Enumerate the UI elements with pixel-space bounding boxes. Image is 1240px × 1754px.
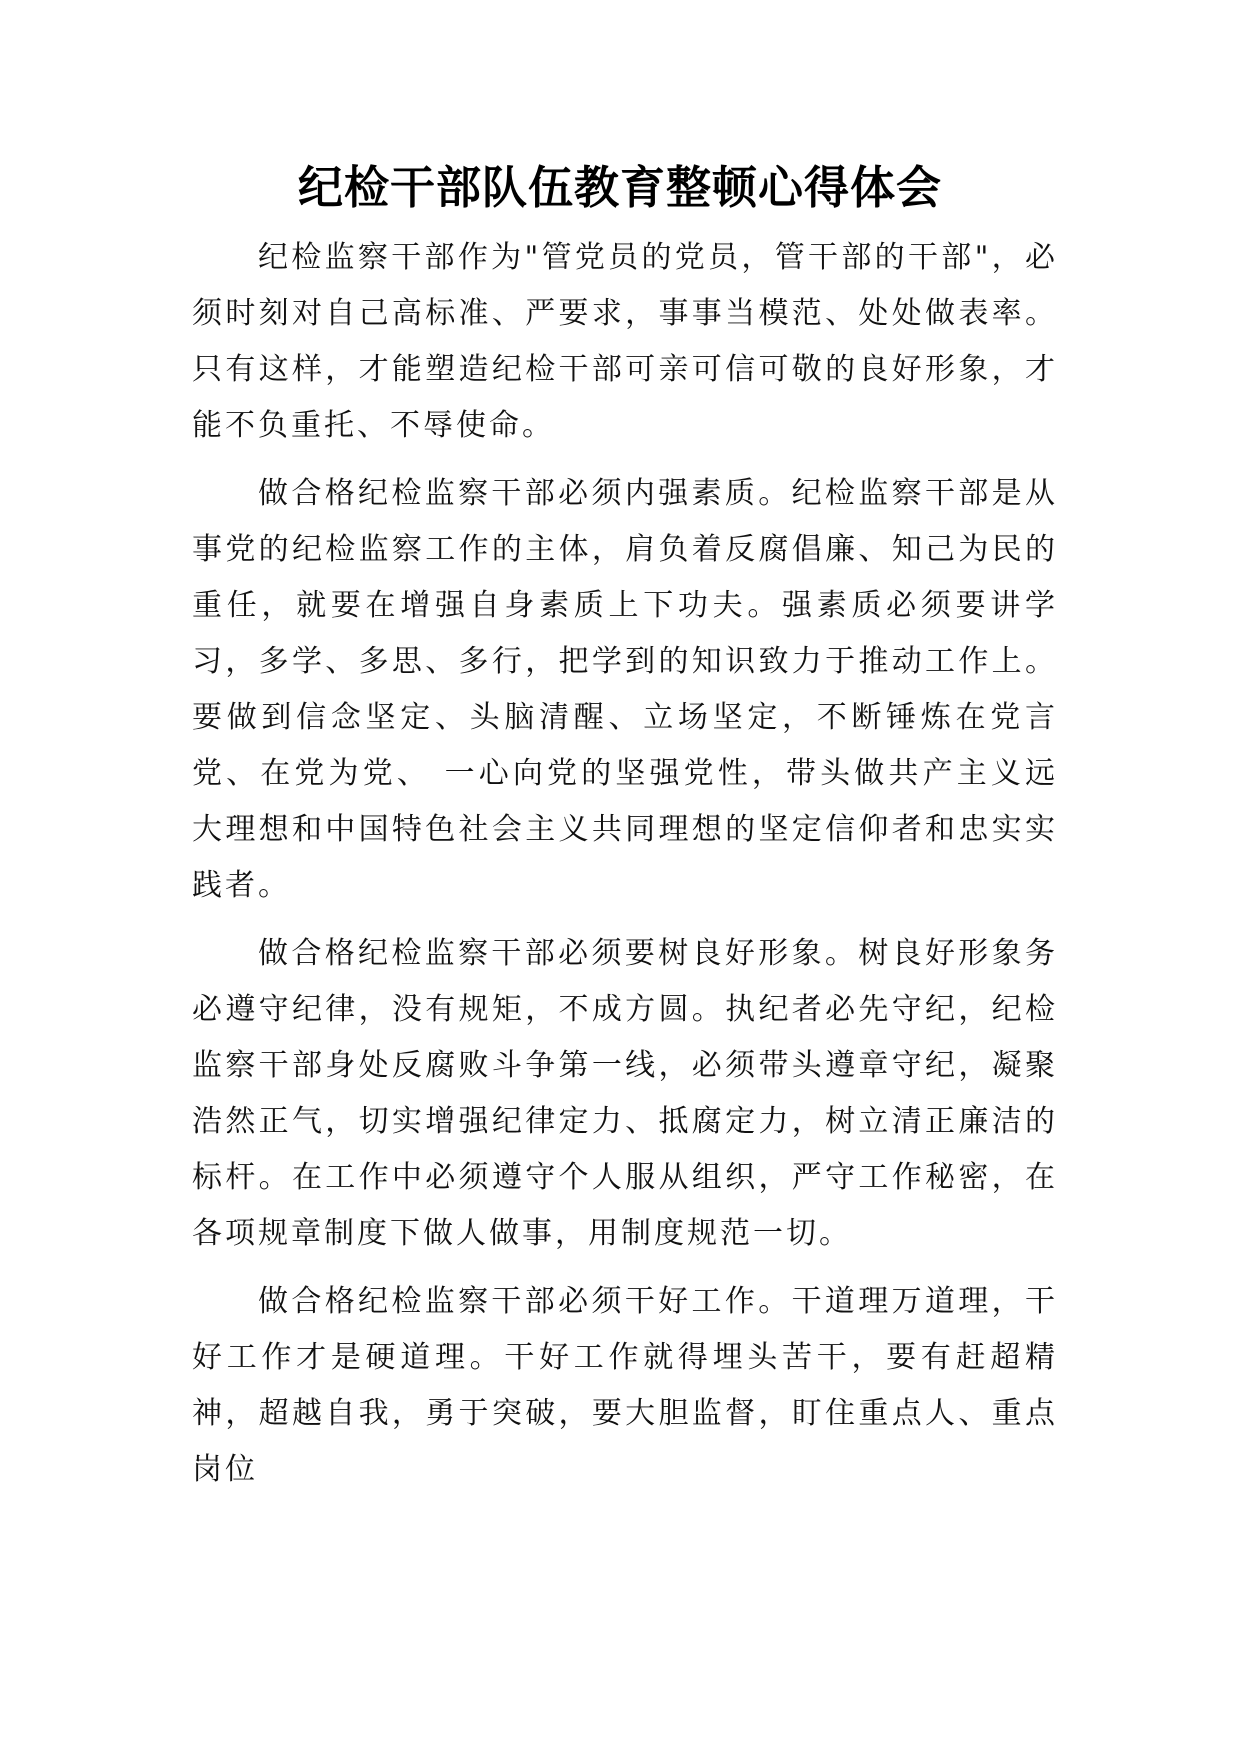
paragraph-intro: 纪检监察干部作为"管党员的党员，管干部的干部"，必须时刻对自己高标准、严要求，事事当模范、处处做表率。只有这样，才能塑造纪检干部可亲可信可敬的良好形象，才能不负重托、不辱使命。: [192, 240, 1058, 443]
paragraph-work: 做合格纪检监察干部必须干好工作。干道理万道理，干好工作才是硬道理。干好工作就得埋头苦干，要有赶超精神，超越自我，勇于突破，要大胆监督，盯住重点人、重点岗位: [192, 1284, 1058, 1487]
paragraph-image: 做合格纪检监察干部必须要树良好形象。树良好形象务必遵守纪律，没有规矩，不成方圆。执纪者必先守纪，纪检监察干部身处反腐败斗争第一线，必须带头遵章守纪，凝聚浩然正气，切实增强纪律定力、抵腐定力，树立清正廉洁的标杆。在工作中必须遵守个人服从组织，严守工作秘密，在各项规章制度下做人做事，用制度规范一切。: [192, 936, 1058, 1251]
document-body: [192, 230, 1058, 1510]
document-title: 纪检干部队伍教育整顿心得体会: [297, 161, 942, 214]
paragraph-quality: 做合格纪检监察干部必须内强素质。纪检监察干部是从事党的纪检监察工作的主体，肩负着反腐倡廉、知己为民的重任，就要在增强自身素质上下功夫。强素质必须要讲学习，多学、多思、多行，把学到的知识致力于推动工作上。要做到信念坚定、头脑清醒、立场坚定，不断锤炼在党言党、在党为党、 一心向党的坚强党性，带头做共产主义远大理想和中国特色社会主义共同理想的坚定信仰者和忠实实践者。: [192, 476, 1058, 903]
